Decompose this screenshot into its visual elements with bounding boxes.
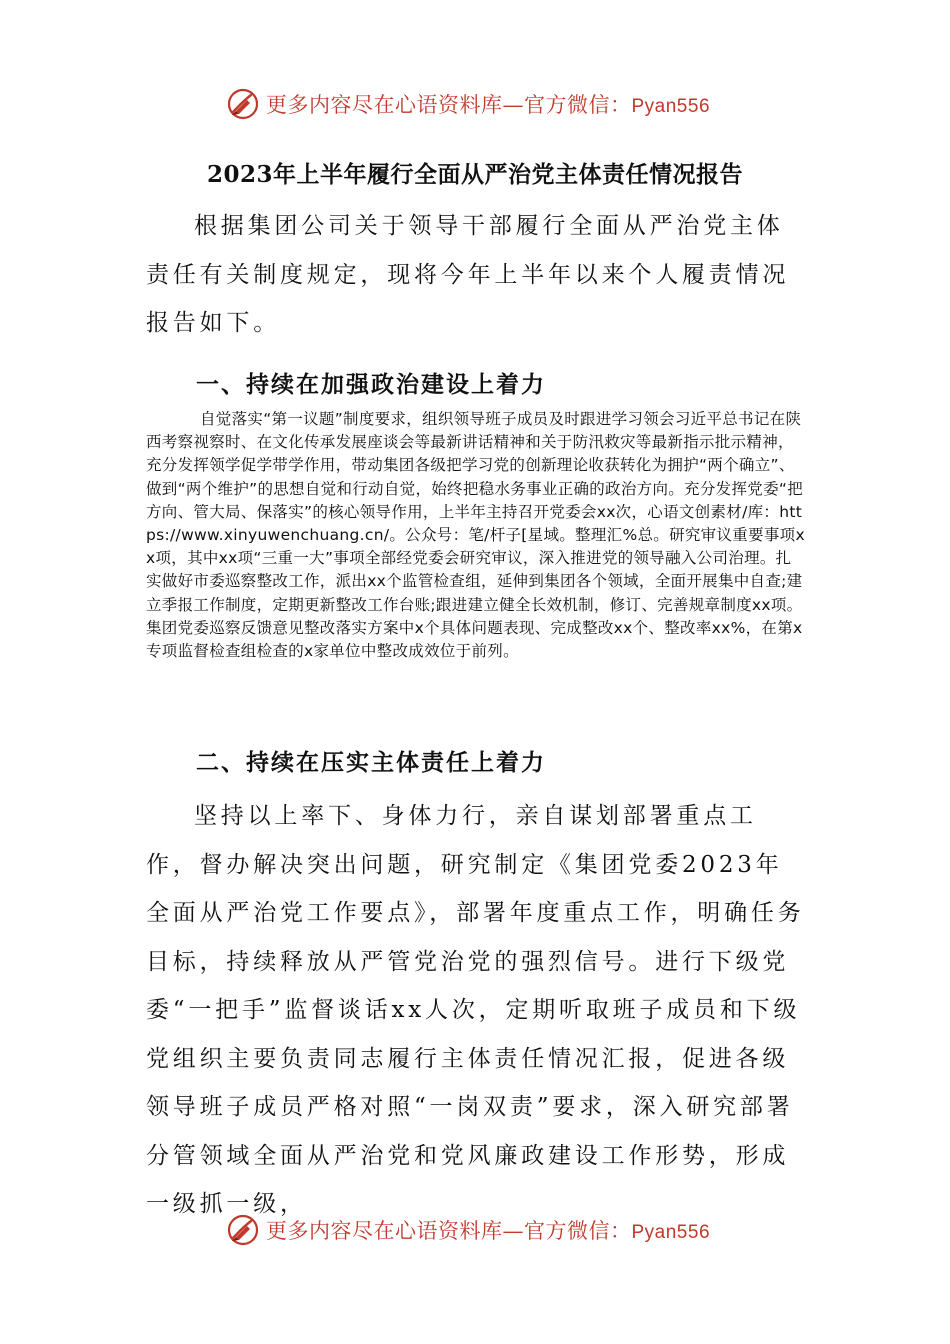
watermark-wechat-id: Pyan556 (631, 96, 711, 117)
watermark-text: 更多内容尽在心语资料库—官方微信：Pyan556 (266, 1219, 711, 1243)
watermark-footer (226, 1210, 746, 1250)
section-1-heading: 一、持续在加强政治建设上着力 (196, 372, 546, 398)
watermark-header (226, 84, 746, 124)
watermark-text: 更多内容尽在心语资料库—官方微信：Pyan556 (266, 93, 711, 117)
watermark-wechat-id: Pyan556 (631, 1222, 711, 1243)
pen-logo-icon (226, 1213, 260, 1247)
section-2-paragraph: 坚持以上率下、身体力行，亲自谋划部署重点工作，督办解决突出问题，研究制定《集团党委2023年全面从严治党工作要点》，部署年度重点工作，明确任务目标，持续释放从严管党治党的强烈信号。进行下级党委“一把手”监督谈话xx人次，定期听取班子成员和下级党组织主要负责同志履行主体责任情况汇报，促进各级领导班子成员严格对照“一岗双责”要求，深入研究部署分管领域全面从严治党和党风廉政建设工作形势，形成一级抓一级， (146, 803, 805, 1217)
document-title: 2023年上半年履行全面从严治党主体责任情况报告 (206, 161, 743, 188)
section-1-paragraph: 自觉落实“第一议题”制度要求，组织领导班子成员及时跟进学习领会习近平总书记在陕西考察视察时、在文化传承发展座谈会等最新讲话精神和关于防汛救灾等最新指示批示精神，充分发挥领学促学带学作用，带动集团各级把学习党的创新理论收获转化为拥护“两个确立”、做到“两个维护”的思想自觉和行动自觉，始终把稳水务事业正确的政治方向。充分发挥党委“把方向、管大局、保落实”的核心领导作用，上半年主持召开党委会xx次，心语文创素材/库：https://www.xinyuwenchuang.cn/。公众号：笔/杆子[星域。整理汇%总。研究审议重要事项xx项，其中xx项“三重一大”事项全部经党委会研究审议，深入推进党的领导融入公司治理。扎实做好市委巡察整改工作，派出xx个监管检查组，延伸到集团各个领域，全面开展集中自查;建立季报工作制度，定期更新整改工作台账;跟进建立健全长效机制，修订、完善规章制度xx项。集团党委巡察反馈意见整改落实方案中x个具体问题表现、完成整改xx个、整改率xx%，在第x专项监督检查组检查的x家单位中整改成效位于前列。 (146, 410, 805, 661)
section-2-heading: 二、持续在压实主体责任上着力 (196, 750, 546, 776)
pen-logo-icon (226, 87, 260, 121)
intro-paragraph: 根据集团公司关于领导干部履行全面从严治党主体责任有关制度规定，现将今年上半年以来个人履责情况报告如下。 (146, 213, 790, 336)
